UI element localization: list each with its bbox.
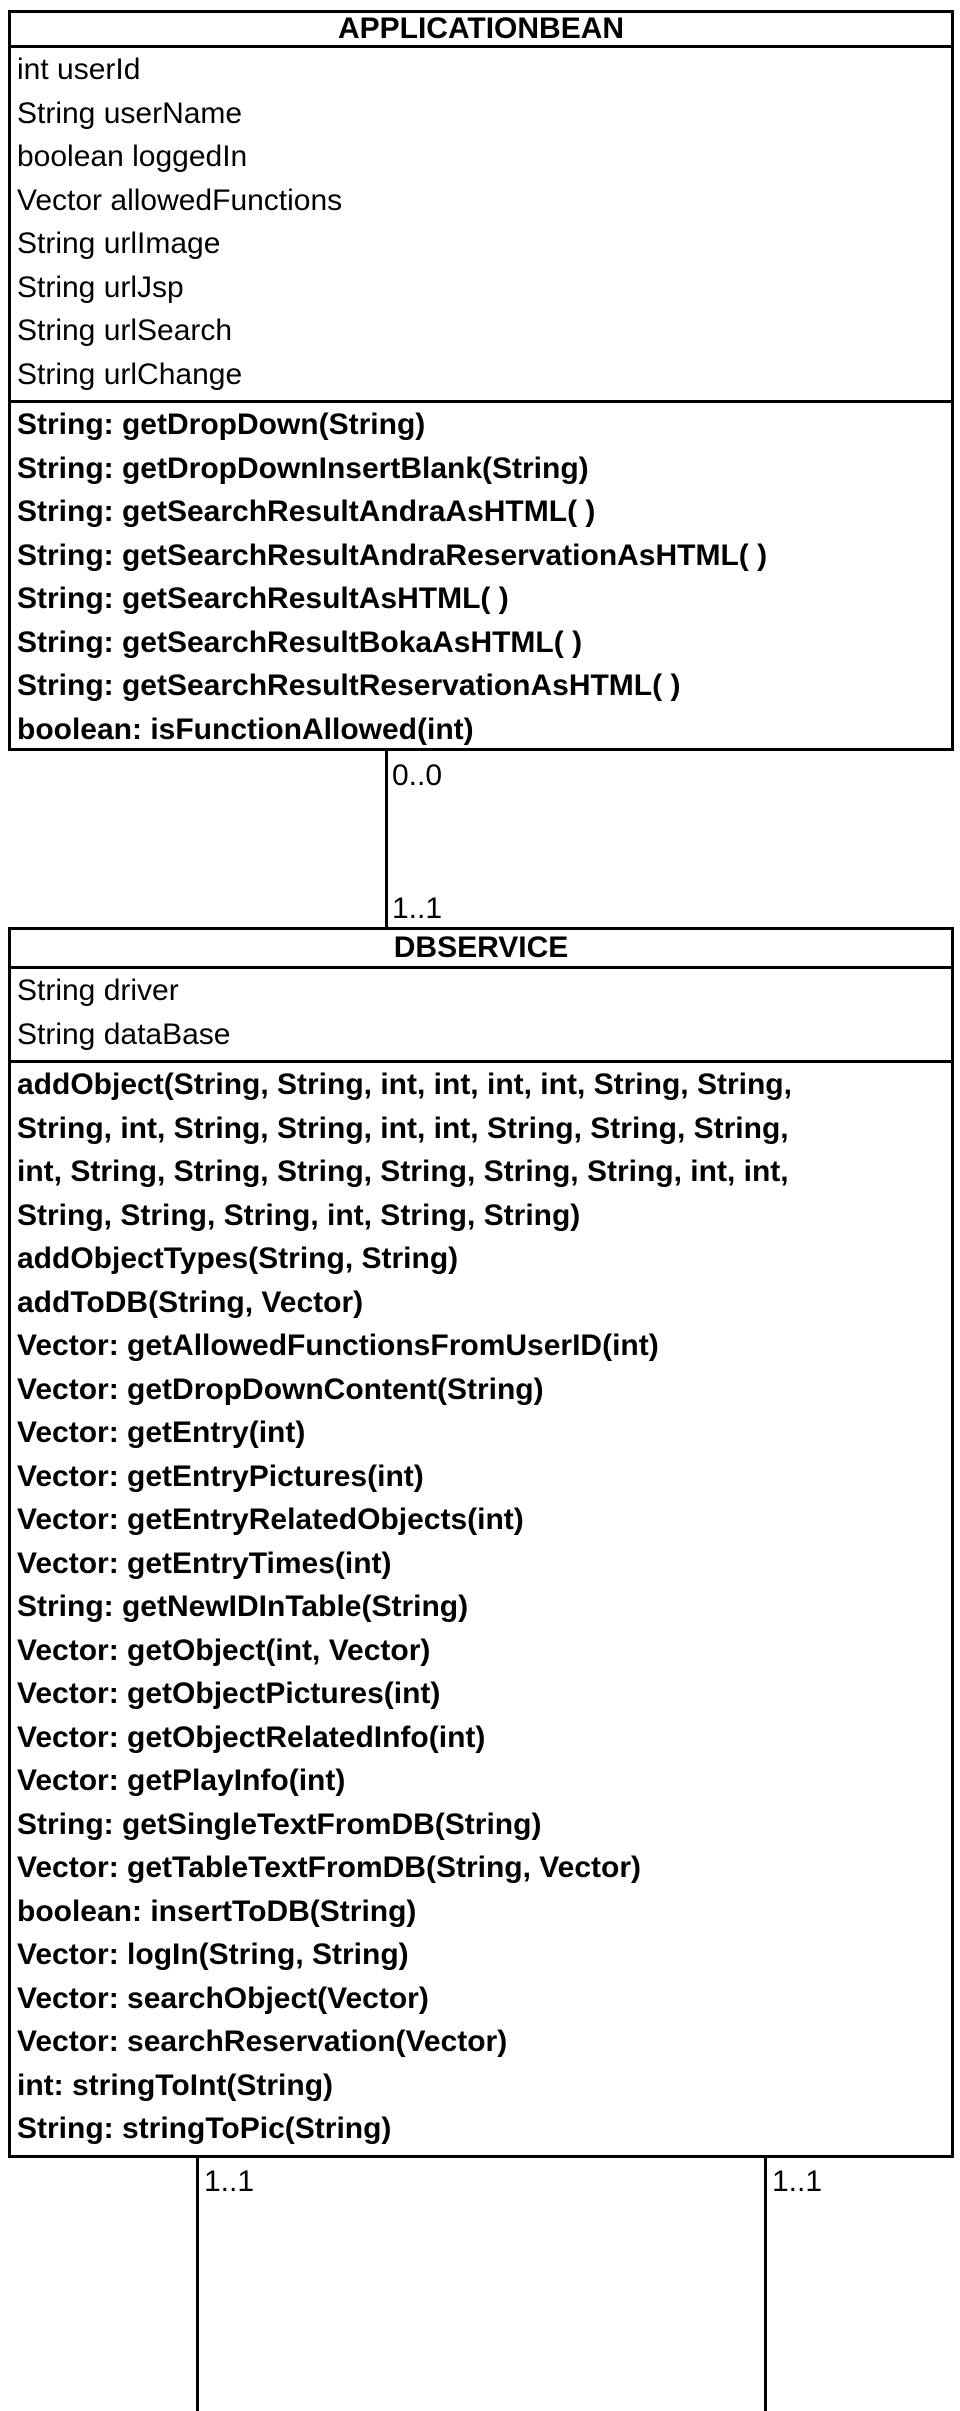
class-dbservice xyxy=(8,927,954,2158)
method: addToDB(String, Vector) xyxy=(17,1285,364,1319)
association-line-left xyxy=(196,2158,199,2411)
attribute: Vector allowedFunctions xyxy=(17,183,343,217)
attribute: String urlImage xyxy=(17,227,221,260)
method: String: getDropDownInsertBlank(String) xyxy=(17,451,589,485)
method: addObjectTypes(String, String) xyxy=(17,1242,459,1275)
method: String, String, String, int, String, String) xyxy=(17,1198,581,1232)
multiplicity-label: 0..0 xyxy=(392,759,443,792)
attribute: String userName xyxy=(17,96,243,130)
method: String, int, String, String, int, int, String, String, String, xyxy=(17,1111,789,1145)
method: String: getSearchResultBokaAsHTML( ) xyxy=(17,625,583,659)
multiplicity-label: 1..1 xyxy=(772,2165,823,2198)
method: String: getSingleTextFromDB(String) xyxy=(17,1807,542,1841)
multiplicity-label: 1..1 xyxy=(204,2165,255,2198)
methods-compartment xyxy=(11,403,951,751)
method: String: getSearchResultAsHTML( ) xyxy=(17,582,509,615)
method: String: stringToPic(String) xyxy=(17,2112,392,2145)
method: String: getDropDown(String) xyxy=(17,408,426,441)
method: Vector: getPlayInfo(int) xyxy=(17,1764,346,1797)
method: boolean: isFunctionAllowed(int) xyxy=(17,712,474,746)
method: Vector: getAllowedFunctionsFromUserID(int) xyxy=(17,1329,659,1362)
class-title: APPLICATIONBEAN xyxy=(11,13,951,48)
method: String: getSearchResultAndraReservationAsHTML( ) xyxy=(17,538,768,572)
method: int, String, String, String, String, String, String, int, int, xyxy=(17,1155,789,1188)
method: String: getSearchResultReservationAsHTML( ) xyxy=(17,669,681,702)
attribute: String urlChange xyxy=(17,357,243,391)
method: String: getSearchResultAndraAsHTML( ) xyxy=(17,495,596,528)
association-line-right xyxy=(764,2158,767,2411)
method: addObject(String, String, int, int, int, int, String, String, xyxy=(17,1068,792,1101)
attribute: boolean loggedIn xyxy=(17,140,248,173)
attribute: String dataBase xyxy=(17,1017,231,1051)
method: Vector: searchReservation(Vector) xyxy=(17,2025,508,2058)
attributes-compartment xyxy=(11,48,951,403)
method: Vector: logIn(String, String) xyxy=(17,1938,409,1971)
method: int: stringToInt(String) xyxy=(17,2068,334,2102)
association-line xyxy=(385,751,388,927)
class-applicationbean xyxy=(8,10,954,751)
multiplicity-label: 1..1 xyxy=(392,892,443,925)
class-title: DBSERVICE xyxy=(11,930,951,969)
methods-compartment xyxy=(11,1063,951,2151)
method: Vector: getEntryPictures(int) xyxy=(17,1459,424,1493)
attribute: String driver xyxy=(17,974,179,1007)
attribute: String urlJsp xyxy=(17,270,184,304)
method: Vector: getEntry(int) xyxy=(17,1416,306,1449)
method: Vector: getObjectRelatedInfo(int) xyxy=(17,1720,486,1754)
method: Vector: getEntryTimes(int) xyxy=(17,1546,392,1580)
attribute: String urlSearch xyxy=(17,314,233,347)
method: Vector: getObject(int, Vector) xyxy=(17,1633,431,1667)
method: String: getNewIDInTable(String) xyxy=(17,1590,469,1623)
method: Vector: searchObject(Vector) xyxy=(17,1981,429,2015)
method: Vector: getDropDownContent(String) xyxy=(17,1372,544,1406)
attributes-compartment xyxy=(11,969,951,1063)
method: Vector: getObjectPictures(int) xyxy=(17,1677,441,1710)
method: Vector: getEntryRelatedObjects(int) xyxy=(17,1503,524,1536)
method: boolean: insertToDB(String) xyxy=(17,1894,417,1928)
method: Vector: getTableTextFromDB(String, Vector) xyxy=(17,1851,641,1884)
attribute: int userId xyxy=(17,53,141,86)
